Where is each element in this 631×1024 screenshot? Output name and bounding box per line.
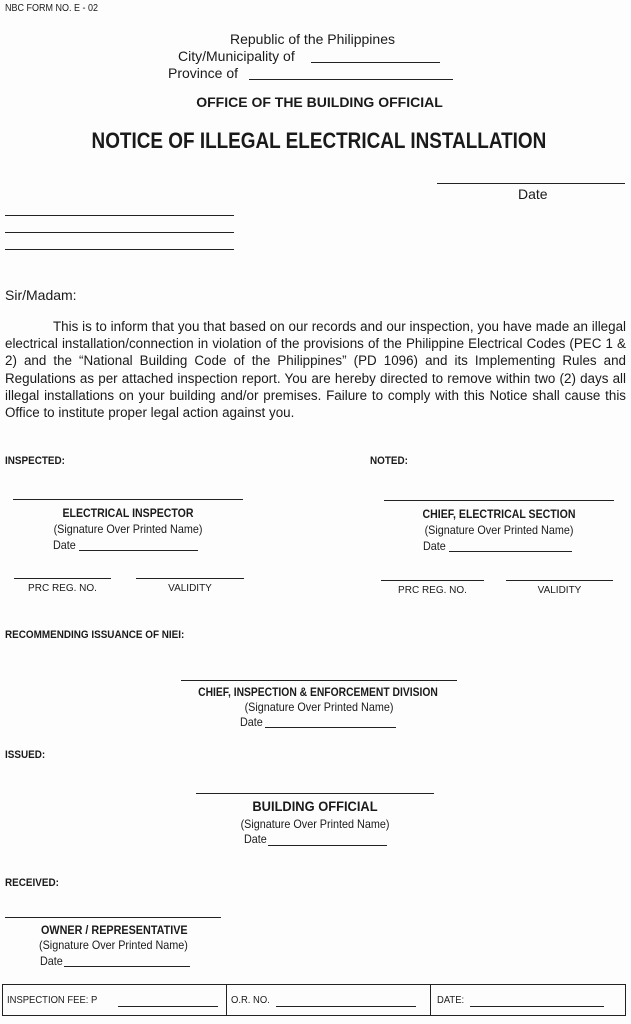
addressee-line-3[interactable] bbox=[5, 249, 234, 250]
document-title: NOTICE OF ILLEGAL ELECTRICAL INSTALLATION bbox=[91, 128, 547, 153]
owner-date-line[interactable] bbox=[64, 966, 190, 967]
chief-electrical-prc-line[interactable] bbox=[381, 580, 484, 581]
city-label: City/Municipality of bbox=[178, 48, 295, 64]
chief-electrical-signature-line[interactable] bbox=[384, 500, 614, 501]
inspector-title: ELECTRICAL INSPECTOR bbox=[62, 506, 194, 520]
inspection-fee-cell[interactable] bbox=[3, 985, 227, 1015]
or-number-label: O.R. NO. bbox=[231, 994, 270, 1006]
chief-inspection-signature-caption: (Signature Over Printed Name) bbox=[244, 700, 394, 714]
chief-electrical-title: CHIEF, ELECTRICAL SECTION bbox=[422, 507, 576, 521]
inspection-fee-line[interactable] bbox=[118, 1006, 218, 1007]
chief-electrical-date-line[interactable] bbox=[449, 551, 572, 552]
inspection-fee-label: INSPECTION FEE: P bbox=[7, 994, 98, 1006]
building-official-date-line[interactable] bbox=[268, 845, 387, 846]
building-official-signature-line[interactable] bbox=[196, 793, 434, 794]
notice-body-text: This is to inform that you that based on our records and our inspection, you have made an illegal electrical installation/connection in violation of the provisions of the Philippine Electrical Codes (PEC 1 & 2) and the “National Building Code of the Philippines” (PD 1096) and its Implementing Rules and Regulations as per attached inspection report. You are hereby directed to remove within two (2) days all illegal installations on your building and/or premises. Failure to comply with this Notice shall cause this Office to institute proper legal action against you. bbox=[5, 319, 626, 421]
inspector-validity-label: VALIDITY bbox=[168, 583, 212, 594]
chief-electrical-validity-label: VALIDITY bbox=[537, 585, 582, 596]
inspector-date-line[interactable] bbox=[79, 550, 198, 551]
chief-electrical-prc-label: PRC REG. NO. bbox=[398, 585, 467, 596]
owner-signature-line[interactable] bbox=[5, 917, 221, 918]
city-field-line[interactable] bbox=[311, 62, 440, 63]
chief-inspection-date-line[interactable] bbox=[265, 727, 396, 728]
chief-electrical-signature-caption: (Signature Over Printed Name) bbox=[424, 523, 574, 537]
inspector-signature-caption: (Signature Over Printed Name) bbox=[53, 522, 203, 536]
inspector-validity-line[interactable] bbox=[136, 578, 244, 579]
chief-electrical-validity-line[interactable] bbox=[506, 580, 613, 581]
issued-label: ISSUED: bbox=[5, 749, 46, 761]
footer-date-label: DATE: bbox=[437, 994, 465, 1006]
building-official-date-label: Date bbox=[244, 832, 267, 846]
salutation: Sir/Madam: bbox=[5, 287, 77, 303]
or-number-cell[interactable] bbox=[226, 985, 431, 1015]
chief-inspection-title: CHIEF, INSPECTION & ENFORCEMENT DIVISION bbox=[198, 685, 438, 699]
building-official-signature-caption: (Signature Over Printed Name) bbox=[240, 817, 390, 831]
chief-inspection-signature-line[interactable] bbox=[181, 680, 457, 681]
form-number: NBC FORM NO. E - 02 bbox=[5, 3, 99, 14]
received-label: RECEIVED: bbox=[5, 877, 59, 889]
chief-electrical-date-label: Date bbox=[423, 539, 446, 553]
building-official-title: BUILDING OFFICIAL bbox=[252, 798, 378, 814]
inspector-signature-line[interactable] bbox=[13, 499, 243, 500]
owner-signature-caption: (Signature Over Printed Name) bbox=[39, 938, 188, 952]
footer-date-line[interactable] bbox=[470, 1006, 604, 1007]
inspected-label: INSPECTED: bbox=[5, 455, 65, 467]
office-heading: OFFICE OF THE BUILDING OFFICIAL bbox=[196, 94, 443, 110]
chief-inspection-date-label: Date bbox=[240, 715, 263, 729]
fees-footer-box bbox=[2, 984, 626, 1016]
date-field-line[interactable] bbox=[437, 183, 625, 184]
date-label: Date bbox=[518, 186, 548, 202]
inspector-date-label: Date bbox=[53, 538, 76, 552]
province-field-line[interactable] bbox=[249, 79, 453, 80]
footer-date-cell[interactable] bbox=[430, 985, 625, 1015]
addressee-line-1[interactable] bbox=[5, 215, 234, 216]
inspector-prc-line[interactable] bbox=[14, 578, 111, 579]
or-number-line[interactable] bbox=[276, 1006, 416, 1007]
owner-date-label: Date bbox=[40, 954, 63, 968]
republic-heading: Republic of the Philippines bbox=[230, 31, 395, 47]
addressee-line-2[interactable] bbox=[5, 232, 234, 233]
noted-label: NOTED: bbox=[370, 455, 408, 467]
province-label: Province of bbox=[168, 65, 239, 81]
owner-title: OWNER / REPRESENTATIVE bbox=[41, 923, 188, 937]
inspector-prc-label: PRC REG. NO. bbox=[28, 583, 97, 594]
recommending-label: RECOMMENDING ISSUANCE OF NIEI: bbox=[5, 629, 185, 641]
